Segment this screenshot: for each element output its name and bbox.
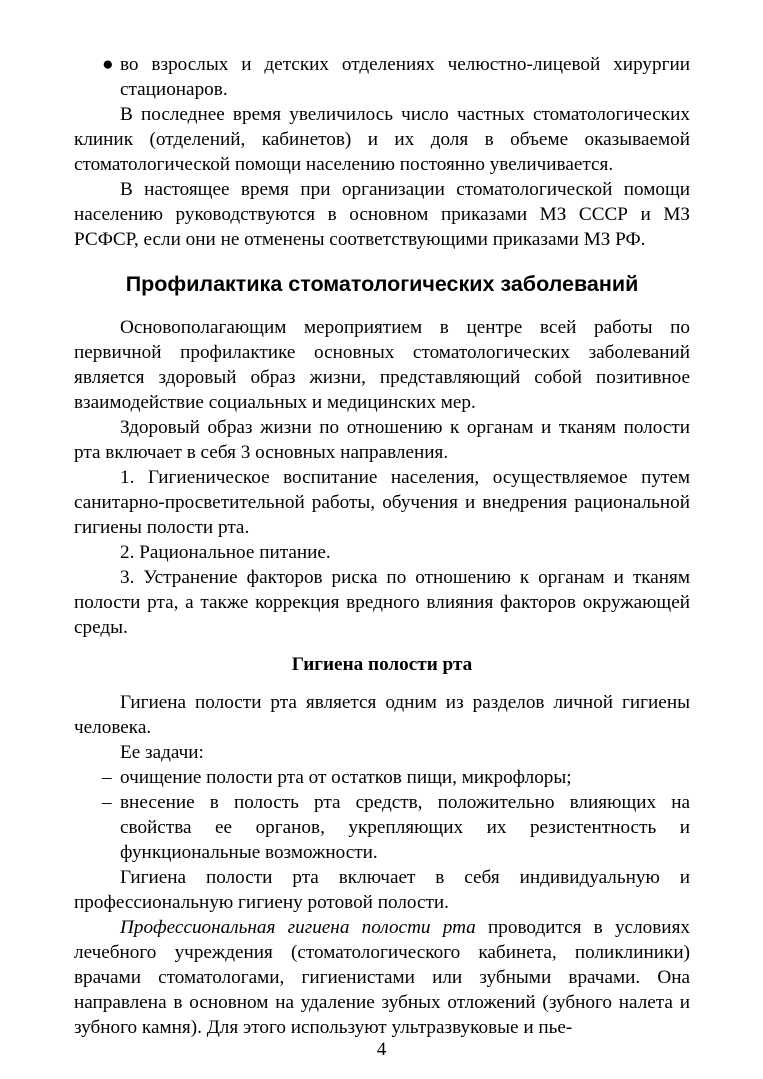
- numbered-item-2: 2. Рациональное питание.: [120, 542, 331, 563]
- paragraph-hygiene-definition: Гигиена полости рта является одним из разделов личной гигиены человека.: [74, 692, 690, 738]
- paragraph-orders: В настоящее время при организации стоматологической помощи населению руководствуются в основном приказами МЗ СССР и МЗ РСФСР, если они не отменены соответствующими приказами МЗ РФ.: [74, 179, 690, 250]
- paragraph-private-clinics: В последнее время увеличилось число частных стоматологических клиник (отделений, кабинетов) и их доля в объеме оказываемой стоматологической помощи населению постоянно увеличивается.: [74, 104, 690, 175]
- paragraph-three-directions: Здоровый образ жизни по отношению к органам и тканям полости рта включает в себя 3 основных направления.: [74, 417, 690, 463]
- paragraph-hygiene-types: Гигиена полости рта включает в себя индивидуальную и профессиональную гигиену ротовой полости.: [74, 867, 690, 913]
- paragraph-professional-hygiene: [74, 915, 690, 1040]
- task-text-1: очищение полости рта от остатков пищи, микрофлоры;: [120, 767, 572, 788]
- bullet-item-hospitals: [74, 52, 690, 102]
- professional-hygiene-text: проводится в условиях лечебного учреждения (стоматологического кабинета, поликлиники) врачами стоматологами, гигиенистами или зубными врачами. Она направлена в основном на удаление зубных отложений (зубного налета и зубного камня). Для этого используют ультразвуковые и пье-: [74, 917, 690, 1038]
- dash-icon: –: [102, 792, 112, 813]
- professional-hygiene-term: Профессиональная гигиена полости рта: [120, 917, 476, 938]
- bullet-text: во взрослых и детских отделениях челюстно-лицевой хирургии стационаров.: [120, 54, 690, 100]
- task-item-2: [74, 790, 690, 865]
- page-content: [74, 52, 690, 1040]
- task-item-1: [74, 765, 690, 790]
- dash-icon: –: [102, 767, 112, 788]
- subsection-title: Гигиена полости рта: [291, 654, 473, 675]
- task-text-2: внесение в полость рта средств, положительно влияющих на свойства ее органов, укрепляющих их резистентность и функциональные возможности.: [120, 792, 690, 863]
- bullet-icon: ●: [102, 54, 114, 75]
- paragraph-healthy-lifestyle: Основополагающим мероприятием в центре всей работы по первичной профилактике основных стоматологических заболеваний является здоровый образ жизни, представляющий собой позитивное взаимодействие социальных и медицинских мер.: [74, 317, 690, 413]
- section-title: Профилактика стоматологических заболеваний: [125, 272, 639, 296]
- tasks-label: Ее задачи:: [120, 742, 204, 763]
- numbered-item-1: 1. Гигиеническое воспитание населения, осуществляемое путем санитарно-просветительной работы, обучения и внедрения рациональной гигиены полости рта.: [74, 467, 690, 538]
- numbered-item-3: 3. Устранение факторов риска по отношению к органам и тканям полости рта, а также коррекция вредного влияния факторов окружающей среды.: [74, 567, 690, 638]
- page-number: 4: [376, 1039, 387, 1060]
